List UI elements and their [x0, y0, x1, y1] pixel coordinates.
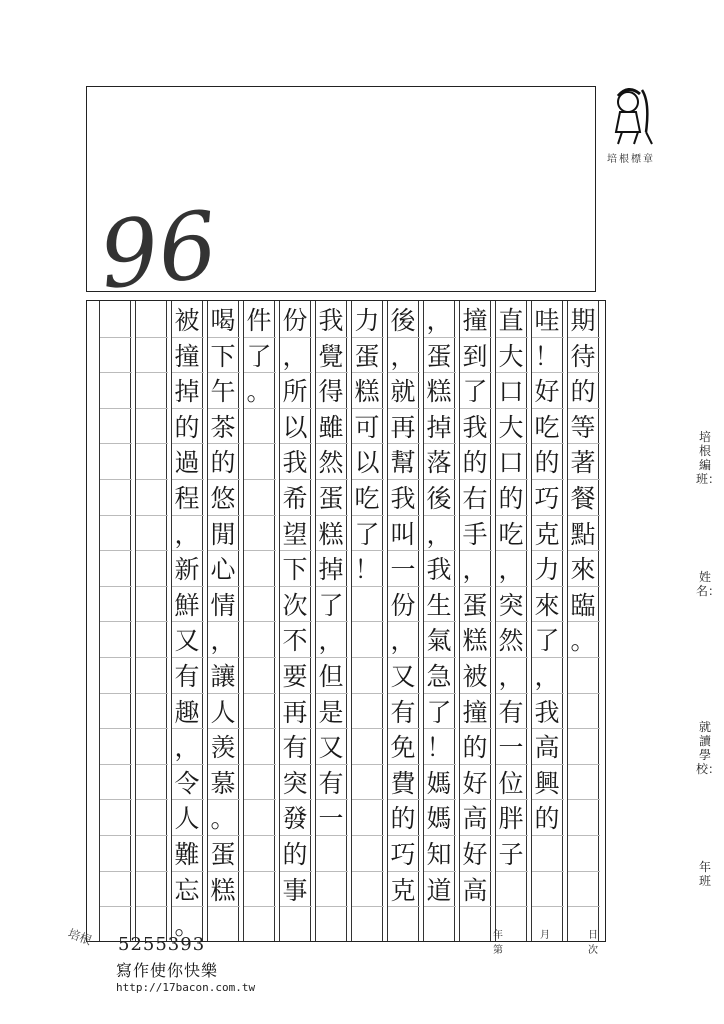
grid-rule [100, 835, 132, 836]
grid-char: 又 [174, 626, 200, 656]
grid-rule [352, 764, 384, 765]
grid-rule [568, 871, 600, 872]
grid-column [279, 301, 311, 941]
grid-rule [316, 906, 348, 907]
grid-column [459, 301, 491, 941]
grid-char: 哇 [534, 306, 560, 335]
grid-char: 覺 [318, 341, 344, 371]
grid-char: ， [282, 341, 308, 371]
grid-rule [244, 906, 276, 907]
grid-char: ！ [426, 733, 452, 763]
grid-rule [100, 479, 132, 480]
grid-char: 來 [570, 555, 596, 585]
grid-char: 程 [174, 484, 200, 513]
grid-char: 突 [498, 590, 524, 620]
grid-rule [136, 586, 168, 587]
grid-rule [100, 621, 132, 622]
grid-char: 被 [174, 306, 200, 335]
grid-char: 大 [498, 412, 524, 442]
grid-char: 以 [354, 448, 380, 478]
grid-char: 一 [318, 804, 344, 834]
grid-char: 期 [570, 306, 596, 335]
grid-char: 讓 [210, 662, 236, 691]
grid-rule [244, 871, 276, 872]
grid-rule [136, 871, 168, 872]
grid-char: 糕 [318, 519, 344, 549]
grid-char: ， [390, 341, 416, 371]
grid-char: 茶 [210, 412, 236, 442]
name-label-text: 姓名： [696, 570, 721, 598]
grid-char: 幫 [390, 448, 416, 478]
grid-column [567, 301, 599, 941]
grid-char: 餐 [570, 484, 596, 513]
grid-rule [100, 799, 132, 800]
grid-char: 知 [426, 840, 452, 869]
grid-char: 過 [174, 448, 200, 478]
grid-char: 胖 [498, 804, 524, 834]
grid-char: 閒 [210, 519, 236, 549]
grid-char: 一 [390, 555, 416, 585]
grid-char: 好 [534, 377, 560, 407]
class-label [696, 430, 721, 486]
grid-char: ！ [354, 555, 380, 585]
grid-rule [136, 764, 168, 765]
stamp-label: 培根標章 [607, 154, 655, 165]
grid-column [207, 301, 239, 941]
grid-char: 我 [282, 448, 308, 478]
grid-rule [100, 871, 132, 872]
grid-rule [352, 799, 384, 800]
bacon-stamp [600, 82, 662, 165]
grid-char: 吃 [534, 412, 560, 442]
grid-rule [568, 799, 600, 800]
grid-rule [244, 657, 276, 658]
grid-rule [244, 479, 276, 480]
grid-char: 要 [282, 662, 308, 691]
grid-char: 件 [246, 306, 272, 335]
name-label [696, 570, 721, 598]
date-day: 日 [588, 930, 598, 941]
grid-char: 巧 [534, 484, 560, 513]
grid-char: 免 [390, 733, 416, 763]
grid-char: 鮮 [174, 590, 200, 620]
grid-char: ， [534, 662, 560, 691]
grid-char: 然 [498, 626, 524, 656]
grid-rule [568, 835, 600, 836]
grid-rule [244, 764, 276, 765]
grid-rule [136, 657, 168, 658]
boy-character-icon [606, 82, 656, 148]
grid-column [351, 301, 383, 941]
grid-char: 發 [282, 804, 308, 834]
grid-char: 了 [426, 697, 452, 727]
grid-char: 克 [534, 519, 560, 549]
grid-rule [136, 728, 168, 729]
grid-char: 是 [318, 697, 344, 727]
grid-char: 好 [462, 840, 488, 869]
grid-column [243, 301, 275, 941]
grid-char: 的 [462, 733, 488, 763]
grid-char: 克 [390, 875, 416, 905]
grid-char: ， [210, 626, 236, 656]
grid-rule [244, 550, 276, 551]
grid-char: 人 [210, 697, 236, 727]
grid-column [99, 301, 131, 941]
grid-char: 高 [462, 875, 488, 905]
grid-rule [568, 906, 600, 907]
grade-label [696, 860, 724, 888]
class-label-text: 培根編班： [696, 430, 721, 486]
grid-char: 的 [282, 840, 308, 869]
grid-column [423, 301, 455, 941]
grid-char: 撞 [462, 306, 488, 335]
grid-char: 難 [174, 840, 200, 869]
grid-char: 口 [498, 448, 524, 478]
date-times: 次 [588, 945, 598, 956]
grid-rule [352, 728, 384, 729]
phone-number: 5255393 [118, 934, 206, 955]
grid-char: 到 [462, 341, 488, 371]
grid-column [387, 301, 419, 941]
grid-char: 新 [174, 555, 200, 585]
grid-char: 媽 [426, 804, 452, 834]
grid-char: 次 [282, 590, 308, 620]
grid-char: 巧 [390, 840, 416, 869]
grid-rule [100, 693, 132, 694]
grid-char: ， [390, 626, 416, 656]
school-label [696, 720, 721, 776]
grid-char: 大 [498, 341, 524, 371]
grid-char: 又 [390, 662, 416, 691]
grid-rule [100, 372, 132, 373]
grid-char: 但 [318, 662, 344, 691]
grid-char: ， [462, 555, 488, 585]
grid-char: 待 [570, 341, 596, 371]
grid-char: 喝 [210, 306, 236, 335]
grid-rule [244, 835, 276, 836]
grid-char: 高 [534, 733, 560, 763]
grid-char: 了 [354, 519, 380, 549]
grid-char: 後 [426, 484, 452, 513]
grid-char: 生 [426, 590, 452, 620]
grid-char: ， [318, 626, 344, 656]
grid-char: 臨 [570, 590, 596, 620]
grid-rule [136, 372, 168, 373]
grid-rule [568, 764, 600, 765]
grid-char: 掉 [318, 555, 344, 585]
grid-rule [136, 693, 168, 694]
grid-rule [136, 515, 168, 516]
grid-rule [100, 657, 132, 658]
grid-char: 的 [174, 412, 200, 442]
grid-char: 羡 [210, 733, 236, 763]
grid-char: ， [174, 519, 200, 549]
grid-char: 被 [462, 662, 488, 691]
grid-char: 好 [462, 768, 488, 798]
grid-rule [136, 550, 168, 551]
grid-char: 點 [570, 519, 596, 549]
grid-rule [136, 479, 168, 480]
grid-char: 直 [498, 306, 524, 335]
school-label-text: 就讀學校： [696, 720, 721, 776]
grid-char: 手 [462, 519, 488, 549]
score-mark: 96 [94, 191, 223, 310]
grid-char: 吃 [354, 484, 380, 513]
grid-char: 可 [354, 412, 380, 442]
grid-rule [136, 443, 168, 444]
grid-char: 蛋 [210, 840, 236, 869]
grid-rule [532, 871, 564, 872]
grid-rule [316, 871, 348, 872]
grid-char: 慕 [210, 768, 236, 798]
grid-char: 悠 [210, 484, 236, 513]
date-month: 月 [540, 930, 550, 941]
grid-char: 位 [498, 768, 524, 798]
grid-char: 希 [282, 484, 308, 513]
grid-rule [100, 443, 132, 444]
grid-rule [136, 835, 168, 836]
grid-char: 的 [498, 484, 524, 513]
grid-char: 事 [282, 875, 308, 905]
grid-char: 糕 [462, 626, 488, 656]
grid-char: 。 [570, 626, 596, 656]
grid-rule [100, 764, 132, 765]
grid-char: 。 [174, 911, 200, 941]
date-no: 第 [493, 945, 503, 956]
grid-char: 興 [534, 768, 560, 798]
grid-rule [136, 799, 168, 800]
grid-rule [244, 443, 276, 444]
teacher-note: 培根 [66, 926, 94, 948]
grid-char: 一 [498, 733, 524, 763]
grid-char: 再 [282, 697, 308, 727]
grid-char: 了 [534, 626, 560, 656]
grid-char: 費 [390, 768, 416, 798]
grid-char: 然 [318, 448, 344, 478]
writing-grid [86, 300, 606, 942]
grid-char: 午 [210, 377, 236, 407]
grid-char: ， [426, 519, 452, 549]
grid-char: 又 [318, 733, 344, 763]
grid-char: 右 [462, 484, 488, 513]
grid-char: 高 [462, 804, 488, 834]
grid-char: 有 [174, 662, 200, 691]
grid-rule [100, 550, 132, 551]
grid-rule [532, 906, 564, 907]
grid-char: 掉 [426, 412, 452, 442]
grid-char: 我 [390, 484, 416, 513]
grid-char: 道 [426, 875, 452, 905]
grid-rule [244, 693, 276, 694]
grid-rule [100, 906, 132, 907]
grid-char: 子 [498, 840, 524, 869]
grid-char: 了 [462, 377, 488, 407]
grid-char: 掉 [174, 377, 200, 407]
grid-column [171, 301, 203, 941]
grid-char: 叫 [390, 519, 416, 549]
grid-char: 落 [426, 448, 452, 478]
grid-char: 有 [318, 768, 344, 798]
grid-rule [352, 835, 384, 836]
grid-char: 就 [390, 377, 416, 407]
grid-rule [568, 728, 600, 729]
grid-char: 望 [282, 519, 308, 549]
grid-char: 份 [390, 590, 416, 620]
grid-rule [244, 799, 276, 800]
grid-char: 蛋 [462, 590, 488, 620]
grid-char: 下 [210, 341, 236, 371]
slogan: 寫作使你快樂 [116, 961, 219, 980]
grid-char: 情 [210, 590, 236, 620]
grid-rule [244, 515, 276, 516]
grid-char: 蛋 [354, 341, 380, 371]
grid-rule [352, 871, 384, 872]
grid-char: 的 [462, 448, 488, 478]
grid-char: 蛋 [318, 484, 344, 513]
grade-label-text: 年 班 [698, 860, 724, 888]
grid-rule [100, 408, 132, 409]
grid-char: 的 [390, 804, 416, 834]
grid-char: 後 [390, 306, 416, 335]
grid-char: 的 [534, 448, 560, 478]
grid-char: 我 [462, 412, 488, 442]
grid-rule [100, 728, 132, 729]
grid-char: 力 [354, 306, 380, 335]
website-url: http://17bacon.com.tw [116, 981, 256, 994]
grid-char: 不 [282, 626, 308, 656]
grid-rule [244, 586, 276, 587]
grid-rule [136, 621, 168, 622]
grid-char: ！ [534, 341, 560, 371]
grid-char: 份 [282, 306, 308, 335]
grid-rule [136, 408, 168, 409]
grid-char: 的 [534, 804, 560, 834]
grid-char: 氣 [426, 626, 452, 656]
grid-char: 雖 [318, 412, 344, 442]
grid-char: 以 [282, 412, 308, 442]
grid-char: 令 [174, 768, 200, 798]
grid-char: ， [498, 555, 524, 585]
grid-char: ， [174, 733, 200, 763]
grid-char: 等 [570, 412, 596, 442]
grid-char: 忘 [174, 875, 200, 905]
grid-char: 糕 [210, 875, 236, 905]
grid-char: 我 [534, 697, 560, 727]
grid-char: 的 [210, 448, 236, 478]
grid-rule [244, 621, 276, 622]
grid-char: 來 [534, 590, 560, 620]
grid-char: 了 [318, 590, 344, 620]
grid-char: 糕 [426, 377, 452, 407]
grid-char: 急 [426, 662, 452, 691]
grid-char: 所 [282, 377, 308, 407]
grid-column [531, 301, 563, 941]
grid-char: 我 [426, 555, 452, 585]
grid-char: 口 [498, 377, 524, 407]
grid-column [495, 301, 527, 941]
grid-char: 人 [174, 804, 200, 834]
grid-char: 力 [534, 555, 560, 585]
grid-rule [136, 337, 168, 338]
grid-char: 下 [282, 555, 308, 585]
grid-char: 的 [570, 377, 596, 407]
grid-char: 有 [390, 697, 416, 727]
grid-rule [352, 693, 384, 694]
grid-rule [352, 621, 384, 622]
date-year: 年 [493, 930, 503, 941]
grid-char: 趣 [174, 697, 200, 727]
grid-column [135, 301, 167, 941]
grid-char: 媽 [426, 768, 452, 798]
grid-char: 我 [318, 306, 344, 335]
grid-char: 吃 [498, 519, 524, 549]
grid-char: 蛋 [426, 341, 452, 371]
grid-char: 。 [210, 804, 236, 834]
grid-rule [568, 693, 600, 694]
grid-column [315, 301, 347, 941]
grid-rule [352, 906, 384, 907]
grid-char: 有 [498, 697, 524, 727]
grid-rule [136, 906, 168, 907]
grid-char: 。 [246, 377, 272, 407]
grid-rule [100, 586, 132, 587]
grid-char: 得 [318, 377, 344, 407]
grid-char: 心 [210, 555, 236, 585]
grid-char: ， [498, 662, 524, 691]
grid-rule [244, 728, 276, 729]
grid-char: 突 [282, 768, 308, 798]
grid-char: ， [426, 306, 452, 335]
grid-char: 糕 [354, 377, 380, 407]
grid-char: 著 [570, 448, 596, 478]
grid-char: 撞 [462, 697, 488, 727]
grid-rule [496, 906, 528, 907]
grid-char: 再 [390, 412, 416, 442]
grid-rule [100, 515, 132, 516]
grid-char: 了 [246, 341, 272, 371]
grid-rule [100, 337, 132, 338]
grid-rule [352, 657, 384, 658]
grid-char: 撞 [174, 341, 200, 371]
grid-char: 有 [282, 733, 308, 763]
